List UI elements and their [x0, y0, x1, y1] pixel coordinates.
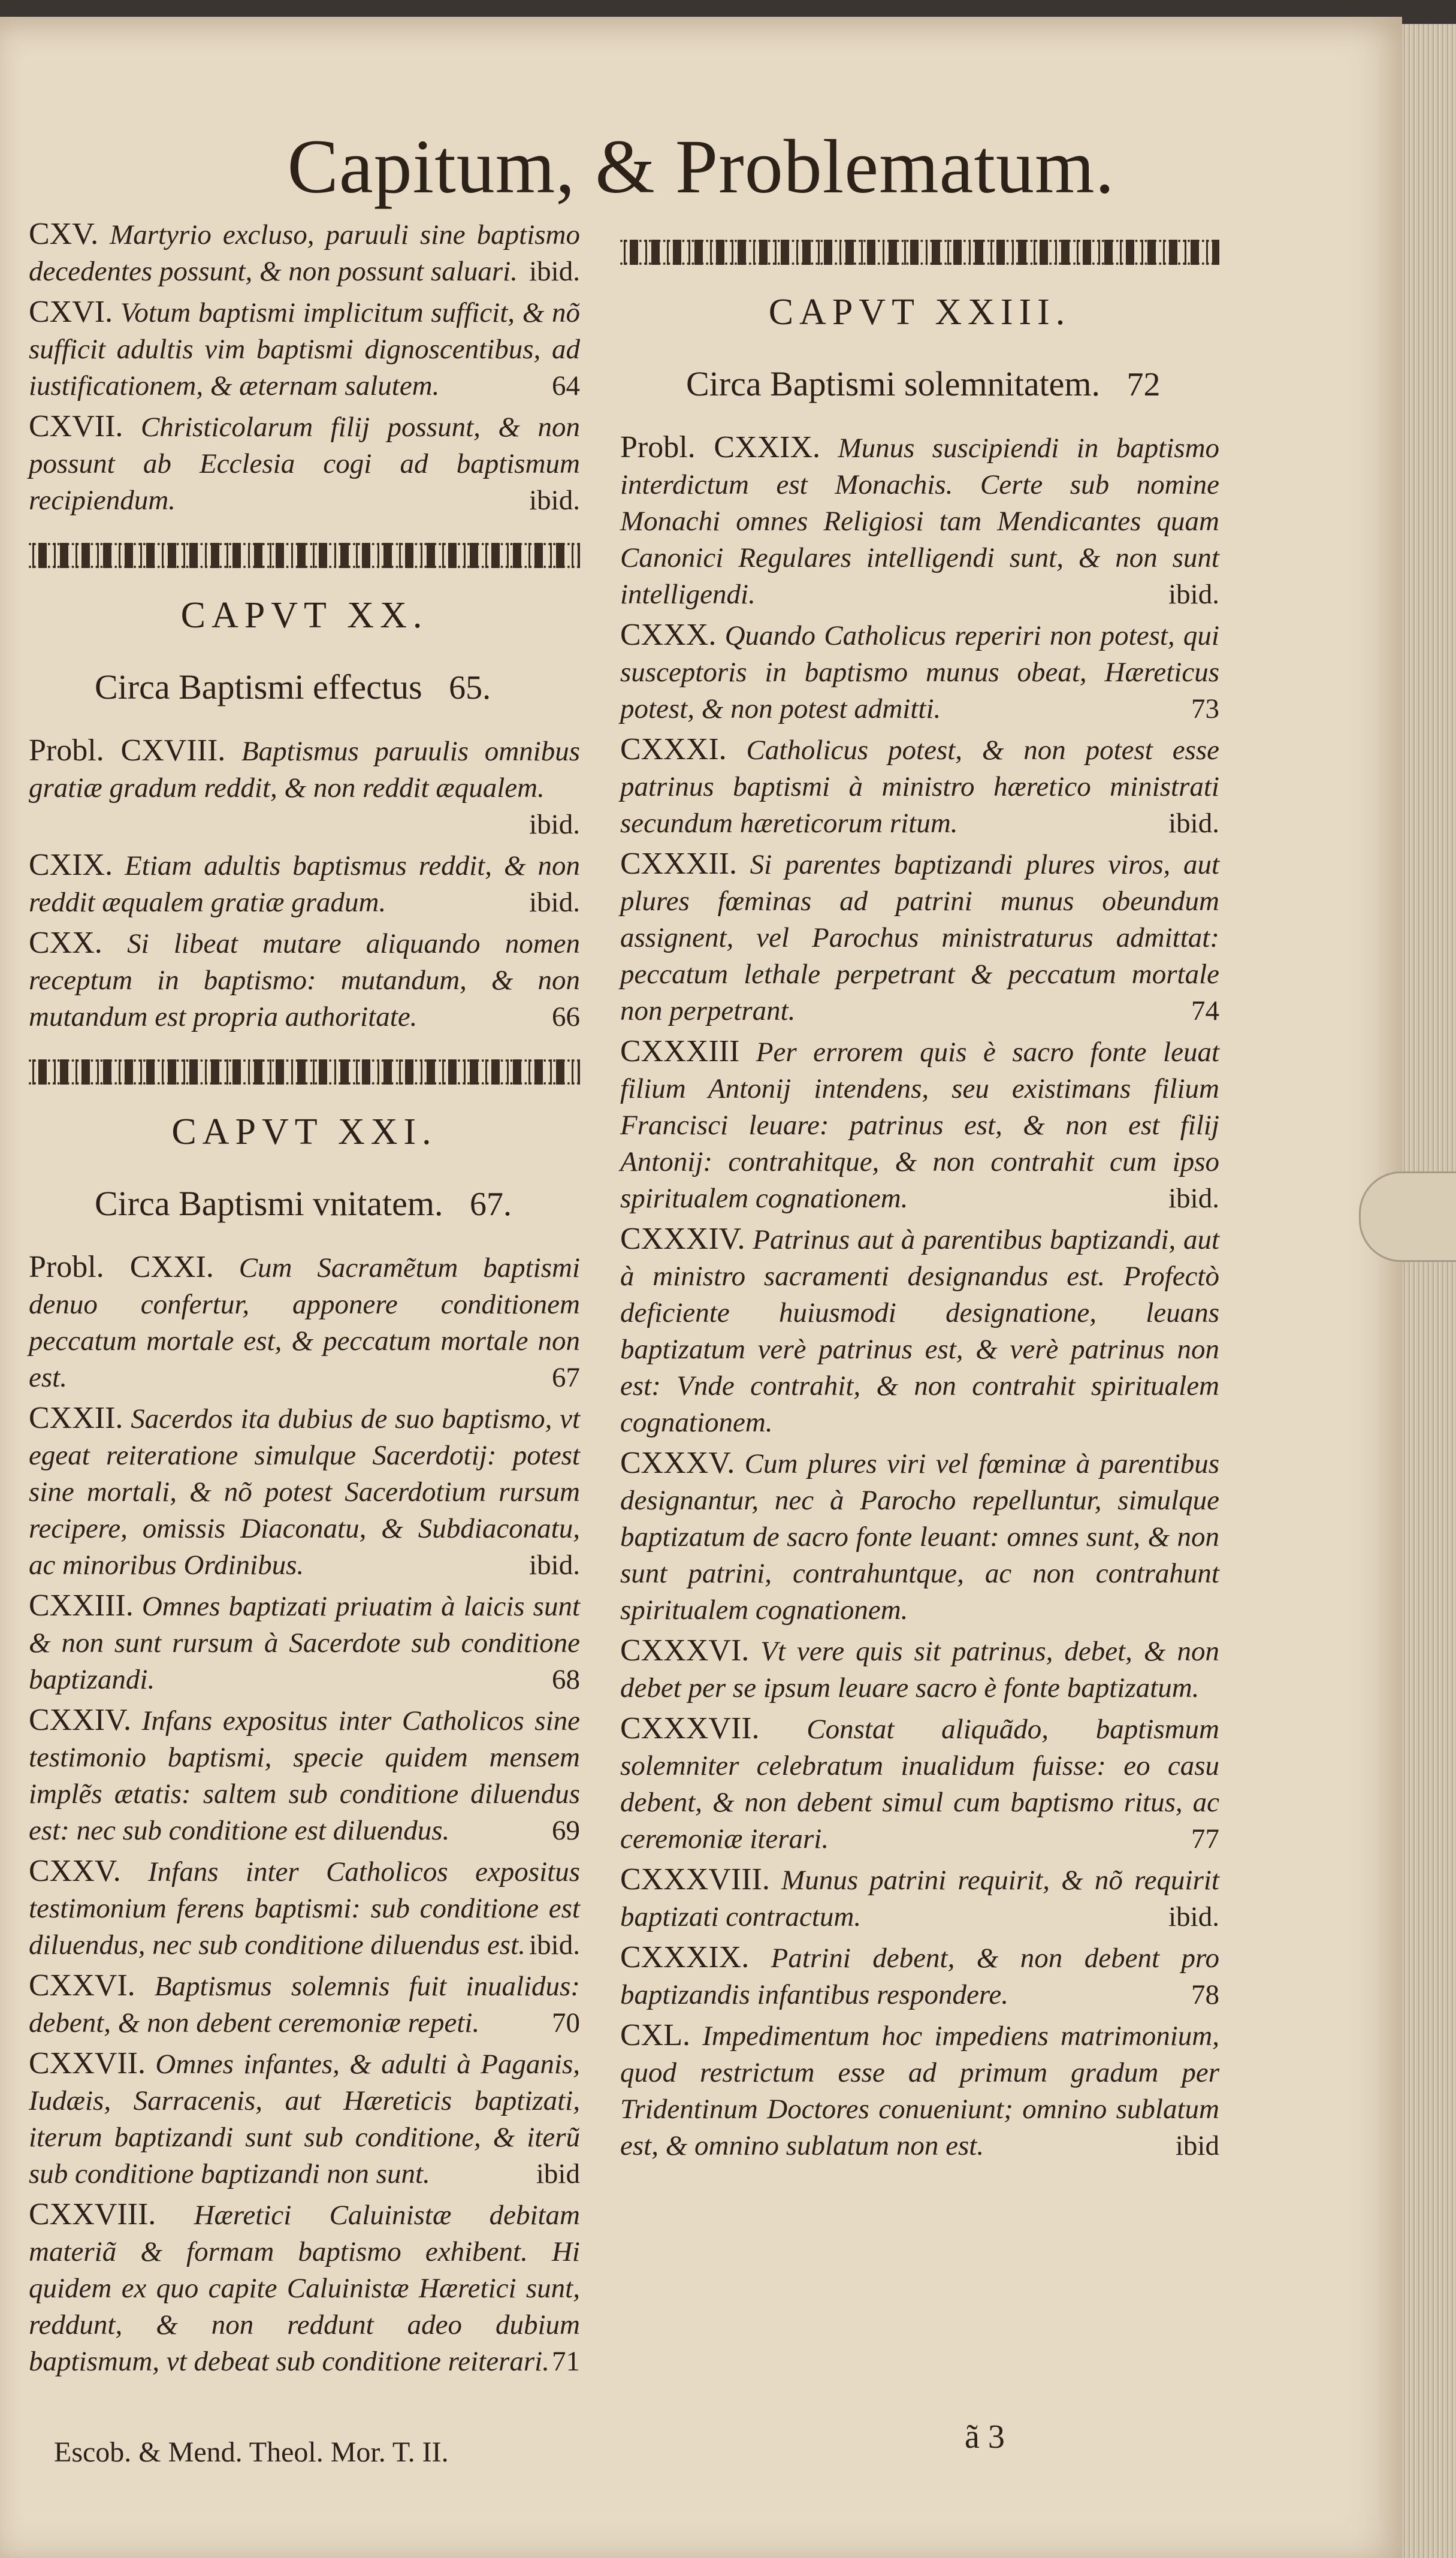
- problem-text: Per errorem quis è sacro fonte leuat filium Antonij intendens, seu existimans filium Francisci leuare: patrinus est, & non est filij Antonij: contrahitque, & non contrahit cum ipso spiritualem cognationem.: [620, 1037, 1219, 1214]
- chapter-23-entries: [620, 429, 1219, 2164]
- left-column: [29, 216, 580, 2384]
- chapter-20-subtitle-page: 65.: [449, 669, 491, 706]
- problem-number: CXXVIII.: [29, 2197, 156, 2231]
- page-reference: 74: [1191, 995, 1219, 1026]
- problem-number: CXXIV.: [29, 1703, 131, 1737]
- problem-text: Constat aliquãdo, baptismum solemniter celebratum inualidum fuisse: eo casu debent, & non debent simul cum baptismo ritus, ac ceremoniæ iterari.: [620, 1714, 1219, 1855]
- problem-number: CXXXII.: [620, 847, 737, 881]
- problem-entry: [29, 1587, 580, 1698]
- problem-number: CXX.: [29, 926, 102, 960]
- page-reference: ibid.: [529, 1929, 580, 1961]
- page-reference: ibid: [1175, 2130, 1219, 2161]
- page-reference: ibid.: [529, 256, 580, 287]
- left-top-entries: [29, 216, 580, 519]
- chapter-20-subtitle-text: Circa Baptismi effectus: [95, 668, 422, 706]
- problem-entry: [620, 1445, 1219, 1629]
- page-tab: [1359, 1171, 1456, 1262]
- problem-text: Omnes infantes, & adulti à Paganis, Iudæis, Sarracenis, aut Hæreticis baptizati, iterum baptizandi sunt sub conditione, & iterũ sub conditione baptizandi non sunt.: [29, 2049, 581, 2189]
- chapter-23-subtitle: [620, 364, 1219, 404]
- chapter-20-subtitle: [29, 667, 580, 707]
- problem-text: Impedimentum hoc impediens matrimonium, quod restrictum esse ad primum gradum per Tridentinum Doctores conueniunt; omnino sublatum est, & omnino sublatum non est.: [620, 2021, 1220, 2161]
- problem-entry: [29, 1400, 580, 1584]
- running-head: Capitum, & Problematum.: [287, 124, 1115, 209]
- problem-text: Si parentes baptizandi plures viros, aut plures fœminas ad patrini munus obeundum assignent, vel Parochus ministraturus admittat: peccatum lethale perpetrant & peccatum mortale non perpetrant.: [620, 849, 1220, 1026]
- problem-text: Votum baptismi implicitum sufficit, & nõ sufficit adultis vim baptismi dignoscentibus, ad iustificationem, & æternam salutem.: [29, 297, 580, 401]
- problem-entry: [29, 2045, 580, 2192]
- problem-entry: [620, 2017, 1219, 2164]
- problem-text: Martyrio excluso, paruuli sine baptismo decedentes possunt, & non possunt saluari.: [29, 219, 581, 287]
- ornament-divider: [620, 240, 1219, 265]
- problem-text: Etiam adultis baptismus reddit, & non reddit æqualem gratiæ gradum.: [29, 850, 581, 918]
- problem-entry: [29, 216, 580, 290]
- problem-number: CXVI.: [29, 295, 113, 329]
- problem-number: CXXXIII: [620, 1034, 740, 1068]
- problem-number: CXXII.: [29, 1401, 123, 1435]
- problem-text: Patrini debent, & non debent pro baptizandis infantibus respondere.: [620, 1943, 1219, 2010]
- ornament-divider: [29, 1059, 580, 1085]
- problem-text: Hæretici Caluinistæ debitam materiã & formam baptismo exhibent. Hi quidem ex quo capite Caluinistæ Hæretici sunt, reddunt, & non reddunt adeo dubium baptismum, vt debeat sub conditione reiterari.: [29, 2200, 581, 2377]
- problem-entry: [620, 1861, 1219, 1935]
- problem-entry: [29, 1249, 580, 1396]
- page-reference: 77: [1191, 1823, 1219, 1855]
- problem-number: CXL.: [620, 2018, 690, 2052]
- problem-number: Probl. CXVIII.: [29, 733, 226, 768]
- problem-number: Probl. CXXIX.: [620, 430, 821, 464]
- problem-entry: [620, 1632, 1219, 1707]
- problem-number: CXXV.: [29, 1854, 121, 1888]
- problem-entry: [620, 617, 1219, 727]
- page-reference: 70: [552, 2007, 580, 2038]
- chapter-21-title: CAPVT XXI.: [171, 1112, 437, 1152]
- page-reference: 71: [552, 2346, 580, 2377]
- problem-text: Quando Catholicus reperiri non potest, qui susceptoris in baptismo munus obeat, Hæreticus potest, & non potest admitti.: [620, 620, 1219, 724]
- problem-entry: [29, 408, 580, 519]
- problem-text: Baptismus solemnis fuit inualidus: debent, & non debent ceremoniæ repeti.: [29, 1971, 580, 2038]
- page-reference: ibid.: [529, 485, 580, 516]
- problem-entry: [29, 294, 580, 404]
- problem-number: CXXIII.: [29, 1588, 134, 1623]
- problem-text: Catholicus potest, & non potest esse patrinus baptismi à ministro hæretico ministrati secundum hæreticorum ritum.: [620, 735, 1220, 839]
- chapter-23-subtitle-text: Circa Baptismi solemnitatem.: [686, 364, 1101, 403]
- page-reference: ibid: [536, 2158, 580, 2189]
- problem-number: CXXXVII.: [620, 1711, 760, 1745]
- problem-text: Infans inter Catholicos expositus testimonium ferens baptismi: sub conditione est diluendus, nec sub conditione diluendus est.: [29, 1856, 580, 1961]
- page-reference: ibid.: [529, 887, 580, 918]
- chapter-20-title: CAPVT XX.: [180, 595, 428, 636]
- problem-number: CXIX.: [29, 848, 113, 882]
- problem-number: CXVII.: [29, 409, 123, 443]
- problem-entry: [29, 732, 580, 843]
- problem-entry: [620, 1033, 1219, 1217]
- page-reference: 78: [1191, 1979, 1219, 2010]
- chapter-21-subtitle-text: Circa Baptismi vnitatem.: [95, 1184, 443, 1223]
- chapter-23-subtitle-page: 72: [1126, 366, 1161, 403]
- problem-text: Munus suscipiendi in baptismo interdictum est Monachis. Certe sub nomine Monachi omnes Religiosi tam Mendicantes quam Canonici Regulares intelligendi sunt, & non sunt intelligendi.: [620, 433, 1220, 610]
- problem-entry: [620, 731, 1219, 842]
- problem-text: Vt vere quis sit patrinus, debet, & non debet per se ipsum leuare sacro è fonte baptizatum.: [620, 1636, 1220, 1704]
- page-reference: ibid.: [1168, 808, 1219, 839]
- page-reference: ibid.: [529, 809, 580, 840]
- problem-text: Si libeat mutare aliquando nomen receptum in baptismo: mutandum, & non mutandum est propria authoritate.: [29, 928, 581, 1032]
- problem-text: Omnes baptizati priuatim à laicis sunt & non sunt rursum à Sacerdote sub conditione baptizandi.: [29, 1591, 581, 1695]
- problem-text: Infans expositus inter Catholicos sine testimonio baptismi, specie quidem mensem implẽs ætatis: saltem sub conditione diluendus est: nec sub conditione est diluendus.: [29, 1705, 581, 1846]
- problem-text: Patrinus aut à parentibus baptizandi, aut à ministro sacramenti designandus est. Profectò deficiente huiusmodi designatione, leuans baptizatum verè patrinus est, & verè patrinus non est: Vnde contrahit, & non contrahit spiritualem cognationem.: [620, 1224, 1220, 1438]
- problem-text: Cum Sacramẽtum baptismi denuo confertur, apponere conditionem peccatum mortale est, & peccatum mortale non est.: [29, 1252, 581, 1393]
- right-column: [620, 216, 1219, 2168]
- problem-entry: [620, 1221, 1219, 1441]
- page-reference: 67: [552, 1362, 580, 1393]
- problem-entry: [29, 847, 580, 921]
- problem-number: Probl. CXXI.: [29, 1250, 214, 1284]
- problem-text: Baptismus paruulis omnibus gratiæ gradum reddit, & non reddit æqualem.: [29, 736, 581, 804]
- problem-number: CXXVII.: [29, 2046, 146, 2080]
- problem-entry: [620, 429, 1219, 613]
- page-reference: 69: [552, 1815, 580, 1846]
- problem-text: Cum plures viri vel fœminæ à parentibus designantur, nec à Parocho repelluntur, simulque baptizatum de sacro fonte leuant: omnes sunt, & non sunt patrini, contrahuntque, ac non contrahunt spiritualem cognationem.: [620, 1448, 1219, 1626]
- page-reference: 66: [552, 1001, 580, 1032]
- page-reference: 73: [1191, 693, 1219, 724]
- problem-number: CXXXI.: [620, 732, 727, 766]
- footer-title: Escob. & Mend. Theol. Mor. T. II.: [54, 2436, 449, 2468]
- problem-number: CXXXIX.: [620, 1940, 750, 1974]
- problem-entry: [620, 845, 1219, 1029]
- problem-number: CXXXIV.: [620, 1222, 745, 1256]
- problem-entry: [29, 1967, 580, 2041]
- chapter-23-title: CAPVT XXIII.: [768, 292, 1071, 333]
- problem-number: CXXXVI.: [620, 1633, 750, 1668]
- page-reference: ibid.: [1168, 579, 1219, 610]
- problem-entry: [620, 1710, 1219, 1858]
- ornament-divider: [29, 543, 580, 568]
- page-reference: ibid.: [529, 1550, 580, 1581]
- problem-number: CXXXVIII.: [620, 1862, 770, 1896]
- page-reference: 64: [552, 370, 580, 401]
- problem-entry: [29, 1853, 580, 1964]
- chapter-21-subtitle: [29, 1183, 580, 1224]
- chapter-21-subtitle-page: 67.: [470, 1186, 512, 1223]
- problem-text: Christicolarum filij possunt, & non possunt ab Ecclesia cogi ad baptismum recipiendum.: [29, 412, 580, 516]
- problem-number: CXXVI.: [29, 1968, 135, 2003]
- page-reference: 68: [552, 1664, 580, 1695]
- problem-entry: [29, 2196, 580, 2380]
- page-edges: [1402, 24, 1456, 2558]
- page-reference: ibid.: [1168, 1183, 1219, 1214]
- problem-text: Munus patrini requirit, & nõ requirit baptizati contractum.: [620, 1865, 1219, 1932]
- problem-number: CXXX.: [620, 618, 717, 652]
- page-reference: ibid.: [1168, 1901, 1219, 1932]
- chapter-20-entries: [29, 732, 580, 1035]
- signature-mark: ã 3: [965, 2418, 1005, 2456]
- problem-number: CXXXV.: [620, 1446, 735, 1480]
- problem-text: Sacerdos ita dubius de suo baptismo, vt egeat reiteratione simulque Sacerdotij: potest sine mortali, & nõ potest Sacerdotium rursum recipere, omissis Diaconatu, & Subdiaconatu, ac minoribus Ordinibus.: [29, 1403, 581, 1581]
- problem-number: CXV.: [29, 217, 99, 251]
- problem-entry: [620, 1939, 1219, 2013]
- problem-entry: [29, 1702, 580, 1849]
- chapter-21-entries: [29, 1249, 580, 2380]
- problem-entry: [29, 925, 580, 1035]
